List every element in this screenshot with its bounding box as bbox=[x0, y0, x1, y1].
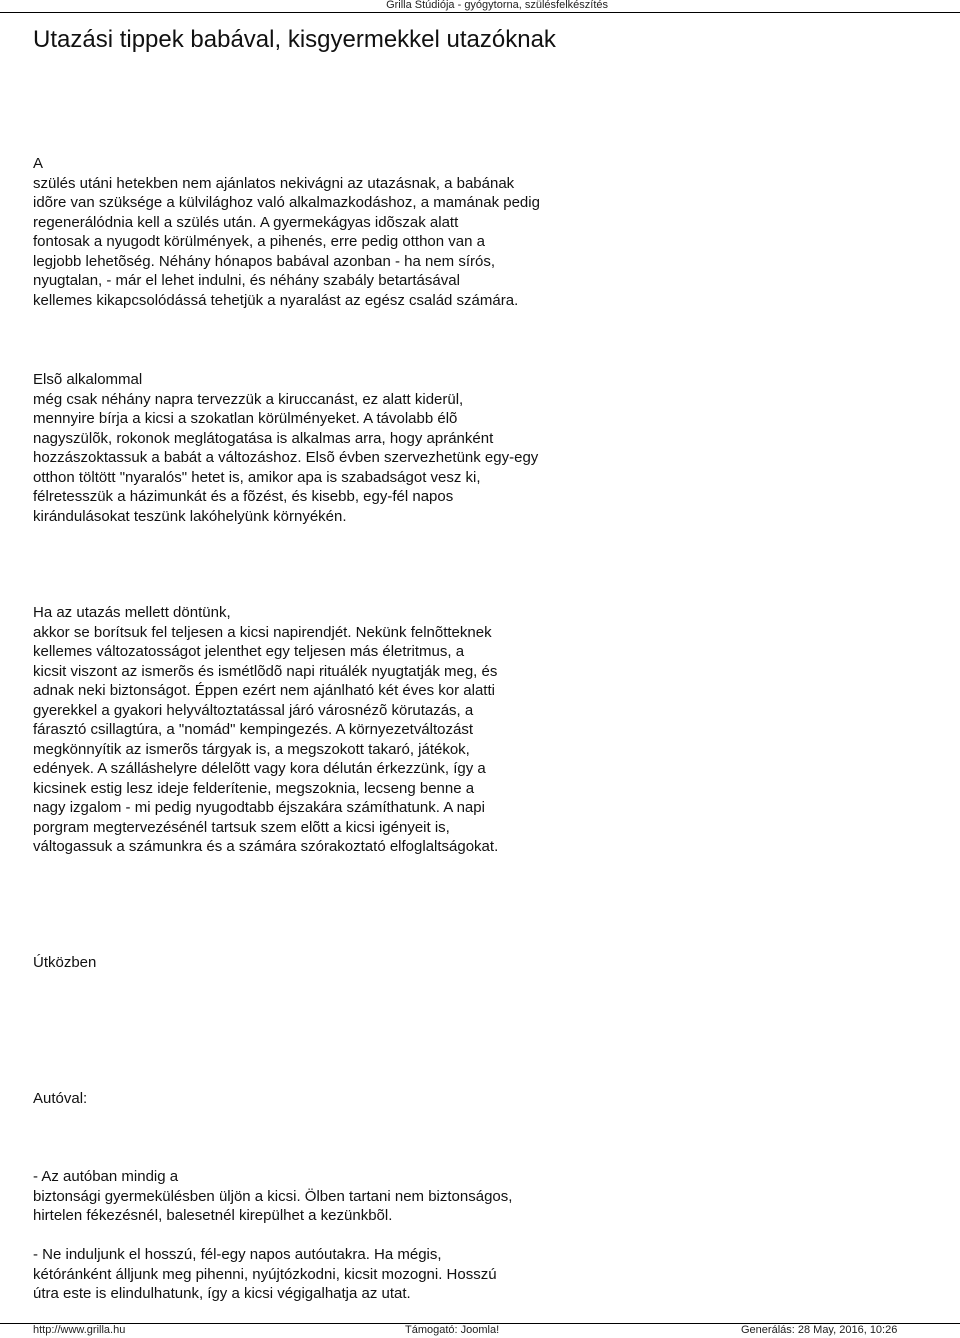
intro-paragraph bbox=[33, 154, 633, 310]
first-time-paragraph bbox=[33, 370, 633, 526]
header-divider bbox=[0, 12, 960, 13]
site-header bbox=[0, 0, 960, 14]
paragraph-line: mennyire bírja a kicsi a szokatlan körülményeket. A távolabb élõ bbox=[33, 410, 458, 427]
footer-sponsor: Támogató: Joomla! bbox=[405, 1324, 500, 1336]
decision-paragraph bbox=[33, 603, 633, 857]
paragraph-line: megkönnyítik az ismerõs tárgyak is, a megszokott takaró, játékok, bbox=[33, 740, 470, 758]
paragraph-line: szülés utáni hetekben nem ajánlatos nekivágni az utazásnak, a babának bbox=[33, 174, 515, 192]
paragraph-line: akkor se borítsuk fel teljesen a kicsi napirendjét. Nekünk felnõtteknek bbox=[33, 623, 492, 641]
paragraph-line: kicsinek estig lesz ideje felderítenie, megszoknia, lecseng benne a bbox=[33, 779, 475, 797]
section-heading: Autóval: bbox=[33, 1090, 88, 1107]
tip-line: biztonsági gyermekülésben üljön a kicsi. Ölben tartani nem biztonságos, bbox=[33, 1187, 513, 1205]
paragraph-line: idõre van szüksége a külvilághoz való alkalmazkodáshoz, a mamának pedig bbox=[33, 194, 540, 211]
car-tips bbox=[33, 1167, 633, 1304]
paragraph-line: nagy izgalom - mi pedig nyugodtabb éjszakára számíthatunk. A napi bbox=[33, 799, 485, 816]
footer-generated: Generálás: 28 May, 2016, 10:26 bbox=[741, 1324, 898, 1336]
paragraph-line: edények. A szálláshelyre délelõtt vagy kora délután érkezzünk, így a bbox=[33, 760, 486, 777]
paragraph-line: Ha az utazás mellett döntünk, bbox=[33, 604, 231, 621]
paragraph-line: félretesszük a házimunkát és a fõzést, és kisebb, egy-fél napos bbox=[33, 488, 454, 505]
paragraph-line: kicsit viszont az ismerõs és ismétlõdõ napi rituálék nyugtatják meg, és bbox=[33, 662, 498, 680]
tip-spacer bbox=[33, 1226, 633, 1246]
paragraph-line: váltogassuk a számunkra és a számára szórakoztató elfoglaltságokat. bbox=[33, 838, 499, 855]
paragraph-line: legjobb lehetõség. Néhány hónapos babával azonban - ha nem sírós, bbox=[33, 252, 495, 270]
tip-line: hirtelen fékezésnél, balesetnél kirepülhet a kezünkbõl. bbox=[33, 1207, 393, 1224]
paragraph-line: fontosak a nyugodt körülmények, a pihenés, erre pedig otthon van a bbox=[33, 233, 485, 250]
paragraph-line: hozzászoktassuk a babát a változáshoz. Elsõ évben szervezhetünk egy-egy bbox=[33, 449, 539, 466]
tip-line: kétóránként álljunk meg pihenni, nyújtózkodni, kicsit mozogni. Hosszú bbox=[33, 1265, 497, 1283]
site-name: Grilla Stúdiója - gyógytorna, szülésfelkészítés bbox=[386, 0, 608, 11]
paragraph-line: kellemes változatosságot jelenthet egy teljesen más életritmus, a bbox=[33, 643, 465, 660]
paragraph-line: A bbox=[33, 155, 44, 172]
paragraph-line: porgram megtervezésénél tartsuk szem elõtt a kicsi igényeit is, bbox=[33, 818, 450, 836]
paragraph-line: gyerekkel a gyakori helyváltoztatással járó városnézõ körutazás, a bbox=[33, 701, 474, 719]
paragraph-line: nyugtalan, - már el lehet indulni, és néhány szabály betartásával bbox=[33, 272, 460, 289]
tip-line: - Az autóban mindig a bbox=[33, 1168, 179, 1185]
paragraph-line: kirándulásokat teszünk lakóhelyünk környékén. bbox=[33, 507, 347, 525]
by-car-heading bbox=[33, 1089, 633, 1109]
paragraph-line: otthon töltött "nyaralós" hetet is, amikor apa is szabadságot vesz ki, bbox=[33, 468, 481, 486]
paragraph-line: Elsõ alkalommal bbox=[33, 371, 143, 388]
paragraph-line: fárasztó csillagtúra, a "nomád" kempingezés. A környezetváltozást bbox=[33, 721, 474, 738]
paragraph-line: még csak néhány napra tervezzük a kiruccanást, ez alatt kiderül, bbox=[33, 390, 464, 408]
tip-line: - Ne induljunk el hosszú, fél-egy napos autóutakra. Ha mégis, bbox=[33, 1246, 442, 1263]
on-the-way-heading bbox=[33, 953, 633, 973]
footer-url: http://www.grilla.hu bbox=[33, 1324, 126, 1336]
page-title: Utazási tippek babával, kisgyermekkel utazóknak bbox=[33, 26, 556, 53]
tip-line: útra este is elindulhatunk, így a kicsi végigalhatja az utat. bbox=[33, 1285, 411, 1302]
paragraph-line: nagyszülõk, rokonok meglátogatása is alkalmas arra, hogy apránként bbox=[33, 429, 494, 447]
section-heading: Útközben bbox=[33, 954, 97, 971]
paragraph-line: regenerálódnia kell a szülés után. A gyermekágyas idõszak alatt bbox=[33, 213, 459, 231]
paragraph-line: adnak neki biztonságot. Éppen ezért nem ajánlható két éves kor alatti bbox=[33, 682, 495, 699]
paragraph-line: kellemes kikapcsolódássá tehetjük a nyaralást az egész család számára. bbox=[33, 291, 519, 309]
